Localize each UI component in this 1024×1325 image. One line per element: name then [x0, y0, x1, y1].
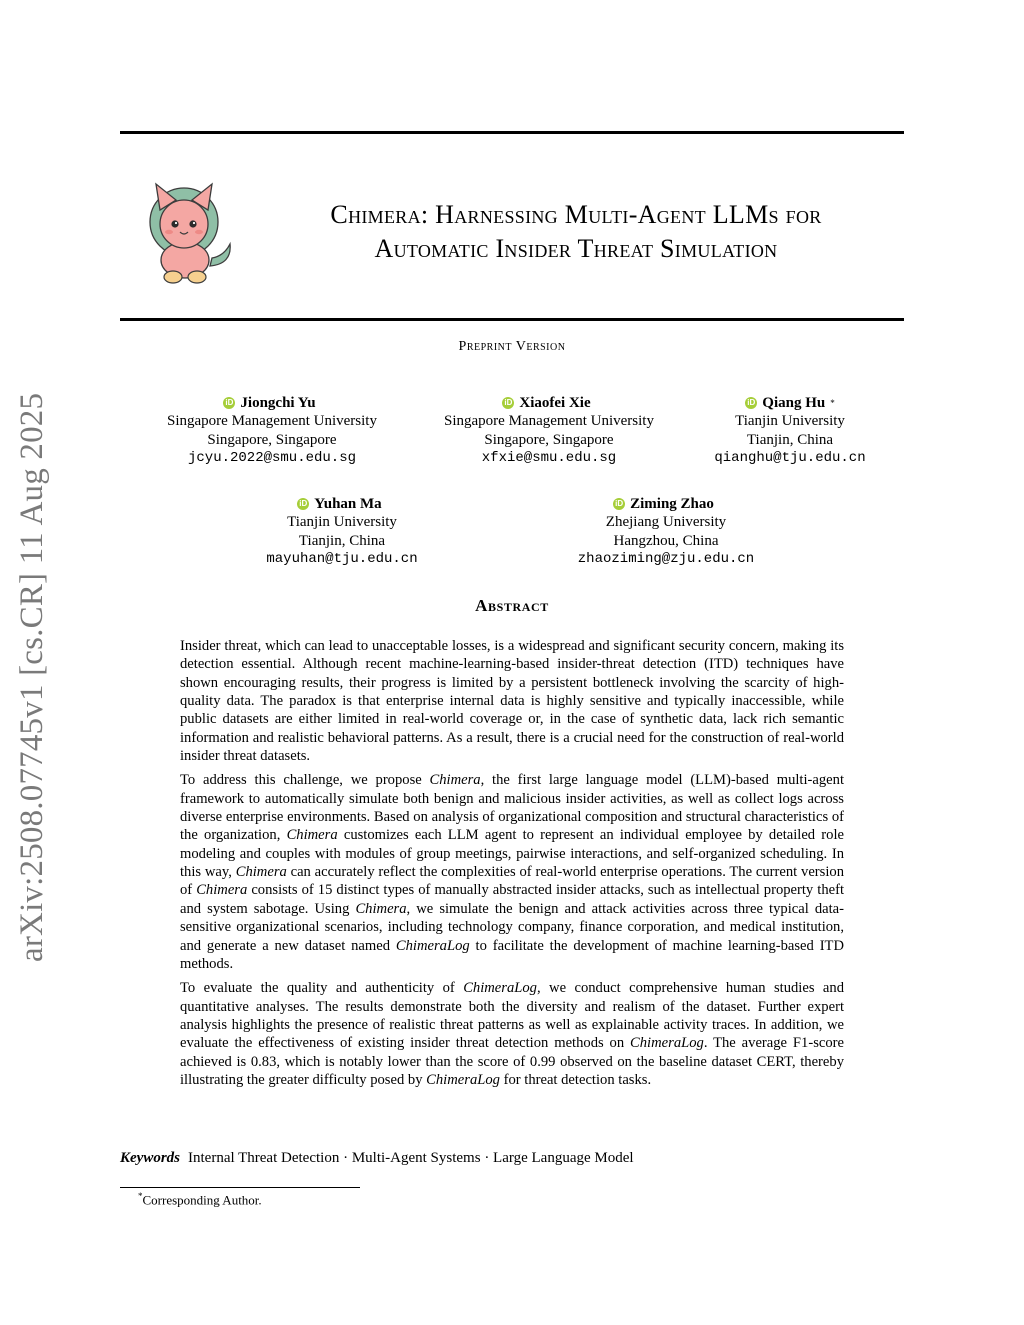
- abstract-heading: Abstract: [475, 596, 549, 615]
- author-location: Singapore, Singapore: [207, 431, 337, 448]
- orcid-icon[interactable]: iD: [299, 499, 308, 508]
- title-top-rule: [120, 131, 904, 134]
- author-affiliation: Singapore Management University: [167, 413, 377, 430]
- author-email[interactable]: qianghu@tju.edu.cn: [714, 450, 866, 467]
- author-name: Jiongchi Yu: [240, 394, 316, 411]
- author-location: Tianjin, China: [746, 431, 834, 448]
- author-affiliation: Tianjin University: [735, 413, 845, 430]
- orcid-icon[interactable]: iD: [747, 398, 756, 407]
- paper-title: [240, 198, 912, 266]
- preprint-label: Preprint Version: [458, 339, 566, 354]
- orcid-icon[interactable]: iD: [504, 398, 513, 407]
- footnote-marker: *: [138, 1191, 143, 1201]
- abstract-paragraph-1: Insider threat, which can lead to unacceptable losses, is a widespread and significant security concern, making its detection essential. Although recent machine-learning-based insider-threat detection (ITD) techniques have shown encouraging results, their progress is limited by a persistent bottleneck involving the scarcity of high-quality data. The paradox is that enterprise internal data is highly sensitive and typically inaccessible, while public datasets are either limited in real-world coverage or, in the case of synthetic data, lack rich semantic information and realistic behavioral patterns. As a result, there is a crucial need for the construction of real-world insider threat datasets.: [180, 638, 844, 765]
- corresponding-marker: *: [830, 397, 835, 408]
- abstract-paragraph-2: To address this challenge, we propose Chimera, the first large language model (LLM)-based multi-agent framework to automatically simulate both benign and malicious insider activities, as well as collect logs across diverse enterprise environments. Based on analysis of organizational composition and structural characteristics of the organization, Chimera customizes each LLM agent to represent an individual employee by detailed role modeling and couples with modules of group meetings, pairwise interactions, and self-organized scheduling. In this way, Chimera can accurately reflect the complexities of real-world enterprise operations. The current version of Chimera consists of 15 distinct types of manually abstracted insider attacks, such as intellectual property theft and system sabotage. Using Chimera, we simulate the benign and attack activities across three typical data-sensitive organizational scenarios, including technology company, finance corporation, and medical institution, and generate a new dataset named ChimeraLog to facilitate the development of machine learning-based ITD methods.: [180, 772, 845, 972]
- author-name: Yuhan Ma: [314, 495, 382, 512]
- author-email[interactable]: xfxie@smu.edu.sg: [481, 450, 617, 467]
- author-location: Tianjin, China: [298, 532, 386, 549]
- author-name: Xiaofei Xie: [519, 394, 591, 411]
- keywords-text: Internal Threat Detection · Multi-Agent Systems · Large Language Model: [188, 1150, 634, 1166]
- author-location: Singapore, Singapore: [484, 431, 614, 448]
- author-email[interactable]: zhaoziming@zju.edu.cn: [577, 551, 755, 568]
- author-block: [152, 392, 392, 468]
- orcid-icon[interactable]: iD: [615, 499, 624, 508]
- title-line-2: Automatic Insider Threat Simulation: [374, 234, 778, 263]
- orcid-icon[interactable]: iD: [225, 398, 234, 407]
- keywords-line: [120, 1150, 634, 1167]
- abstract-body: [180, 637, 844, 1095]
- author-name: Ziming Zhao: [630, 495, 714, 512]
- footnote: [138, 1191, 262, 1208]
- keywords-label: Keywords: [120, 1150, 180, 1166]
- author-affiliation: Zhejiang University: [605, 514, 727, 531]
- author-location: Hangzhou, China: [613, 532, 719, 549]
- abstract-paragraph-3: To evaluate the quality and authenticity of ChimeraLog, we conduct comprehensive human studies and quantitative analyses. The results demonstrate both the diversity and realism of the dataset. Further expert analysis highlights the presence of realistic threat patterns as well as explainable activity traces. In addition, we evaluate the effectiveness of existing insider threat detection methods on ChimeraLog. The average F1-score achieved is 0.83, which is notably lower than the score of 0.99 observed on the baseline dataset CERT, thereby illustrating the greater difficulty posed by ChimeraLog for threat detection tasks.: [180, 980, 844, 1088]
- author-block: [566, 493, 766, 569]
- author-block: [252, 493, 432, 569]
- title-line-1: Chimera: Harnessing Multi-Agent LLMs for: [330, 200, 822, 229]
- title-bottom-rule: [120, 318, 904, 321]
- author-block: [429, 392, 669, 468]
- author-affiliation: Singapore Management University: [444, 413, 654, 430]
- arxiv-identifier: arXiv:2508.07745v1 [cs.CR] 11 Aug 2025: [14, 392, 50, 962]
- author-email[interactable]: mayuhan@tju.edu.cn: [266, 551, 418, 568]
- chimera-mascot-logo: [140, 180, 236, 284]
- footnote-text: Corresponding Author.: [142, 1192, 262, 1208]
- author-name: Qiang Hu: [762, 394, 826, 411]
- footnote-rule: [120, 1187, 360, 1188]
- author-email[interactable]: jcyu.2022@smu.edu.sg: [187, 450, 357, 467]
- author-affiliation: Tianjin University: [287, 514, 397, 531]
- author-block: [700, 392, 880, 468]
